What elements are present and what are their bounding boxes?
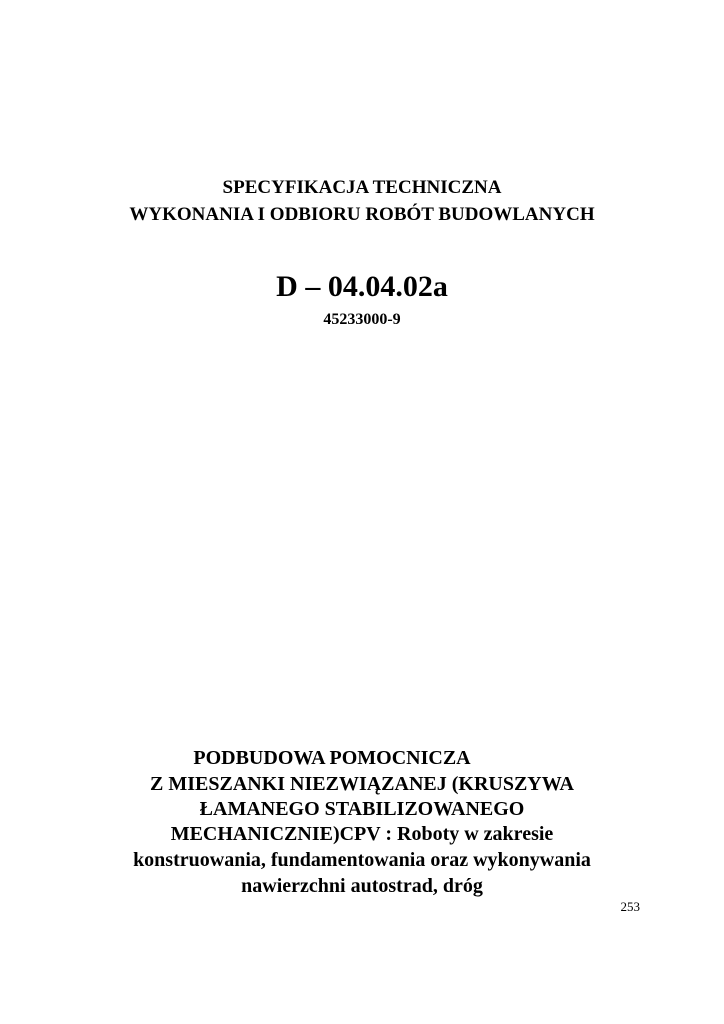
document-heading-line-2: WYKONANIA I ODBIORU ROBÓT BUDOWLANYCH: [129, 204, 595, 225]
title-line-5: konstruowania, fundamentowania oraz wykonywania: [133, 849, 591, 871]
document-heading-line-1: SPECYFIKACJA TECHNICZNA: [222, 177, 502, 198]
page-number: 253: [620, 899, 640, 914]
title-line-4: MECHANICZNIE)CPV : Roboty w zakresie: [170, 823, 554, 845]
title-line-6: nawierzchni autostrad, dróg: [241, 875, 483, 897]
specification-code: D – 04.04.02a: [276, 270, 448, 303]
cpv-code: 45233000-9: [323, 311, 401, 328]
title-line-3: ŁAMANEGO STABILIZOWANEGO: [199, 798, 525, 820]
title-line-1: PODBUDOWA POMOCNICZA: [193, 747, 471, 769]
title-line-2: Z MIESZANKI NIEZWIĄZANEJ (KRUSZYWA: [150, 773, 574, 795]
